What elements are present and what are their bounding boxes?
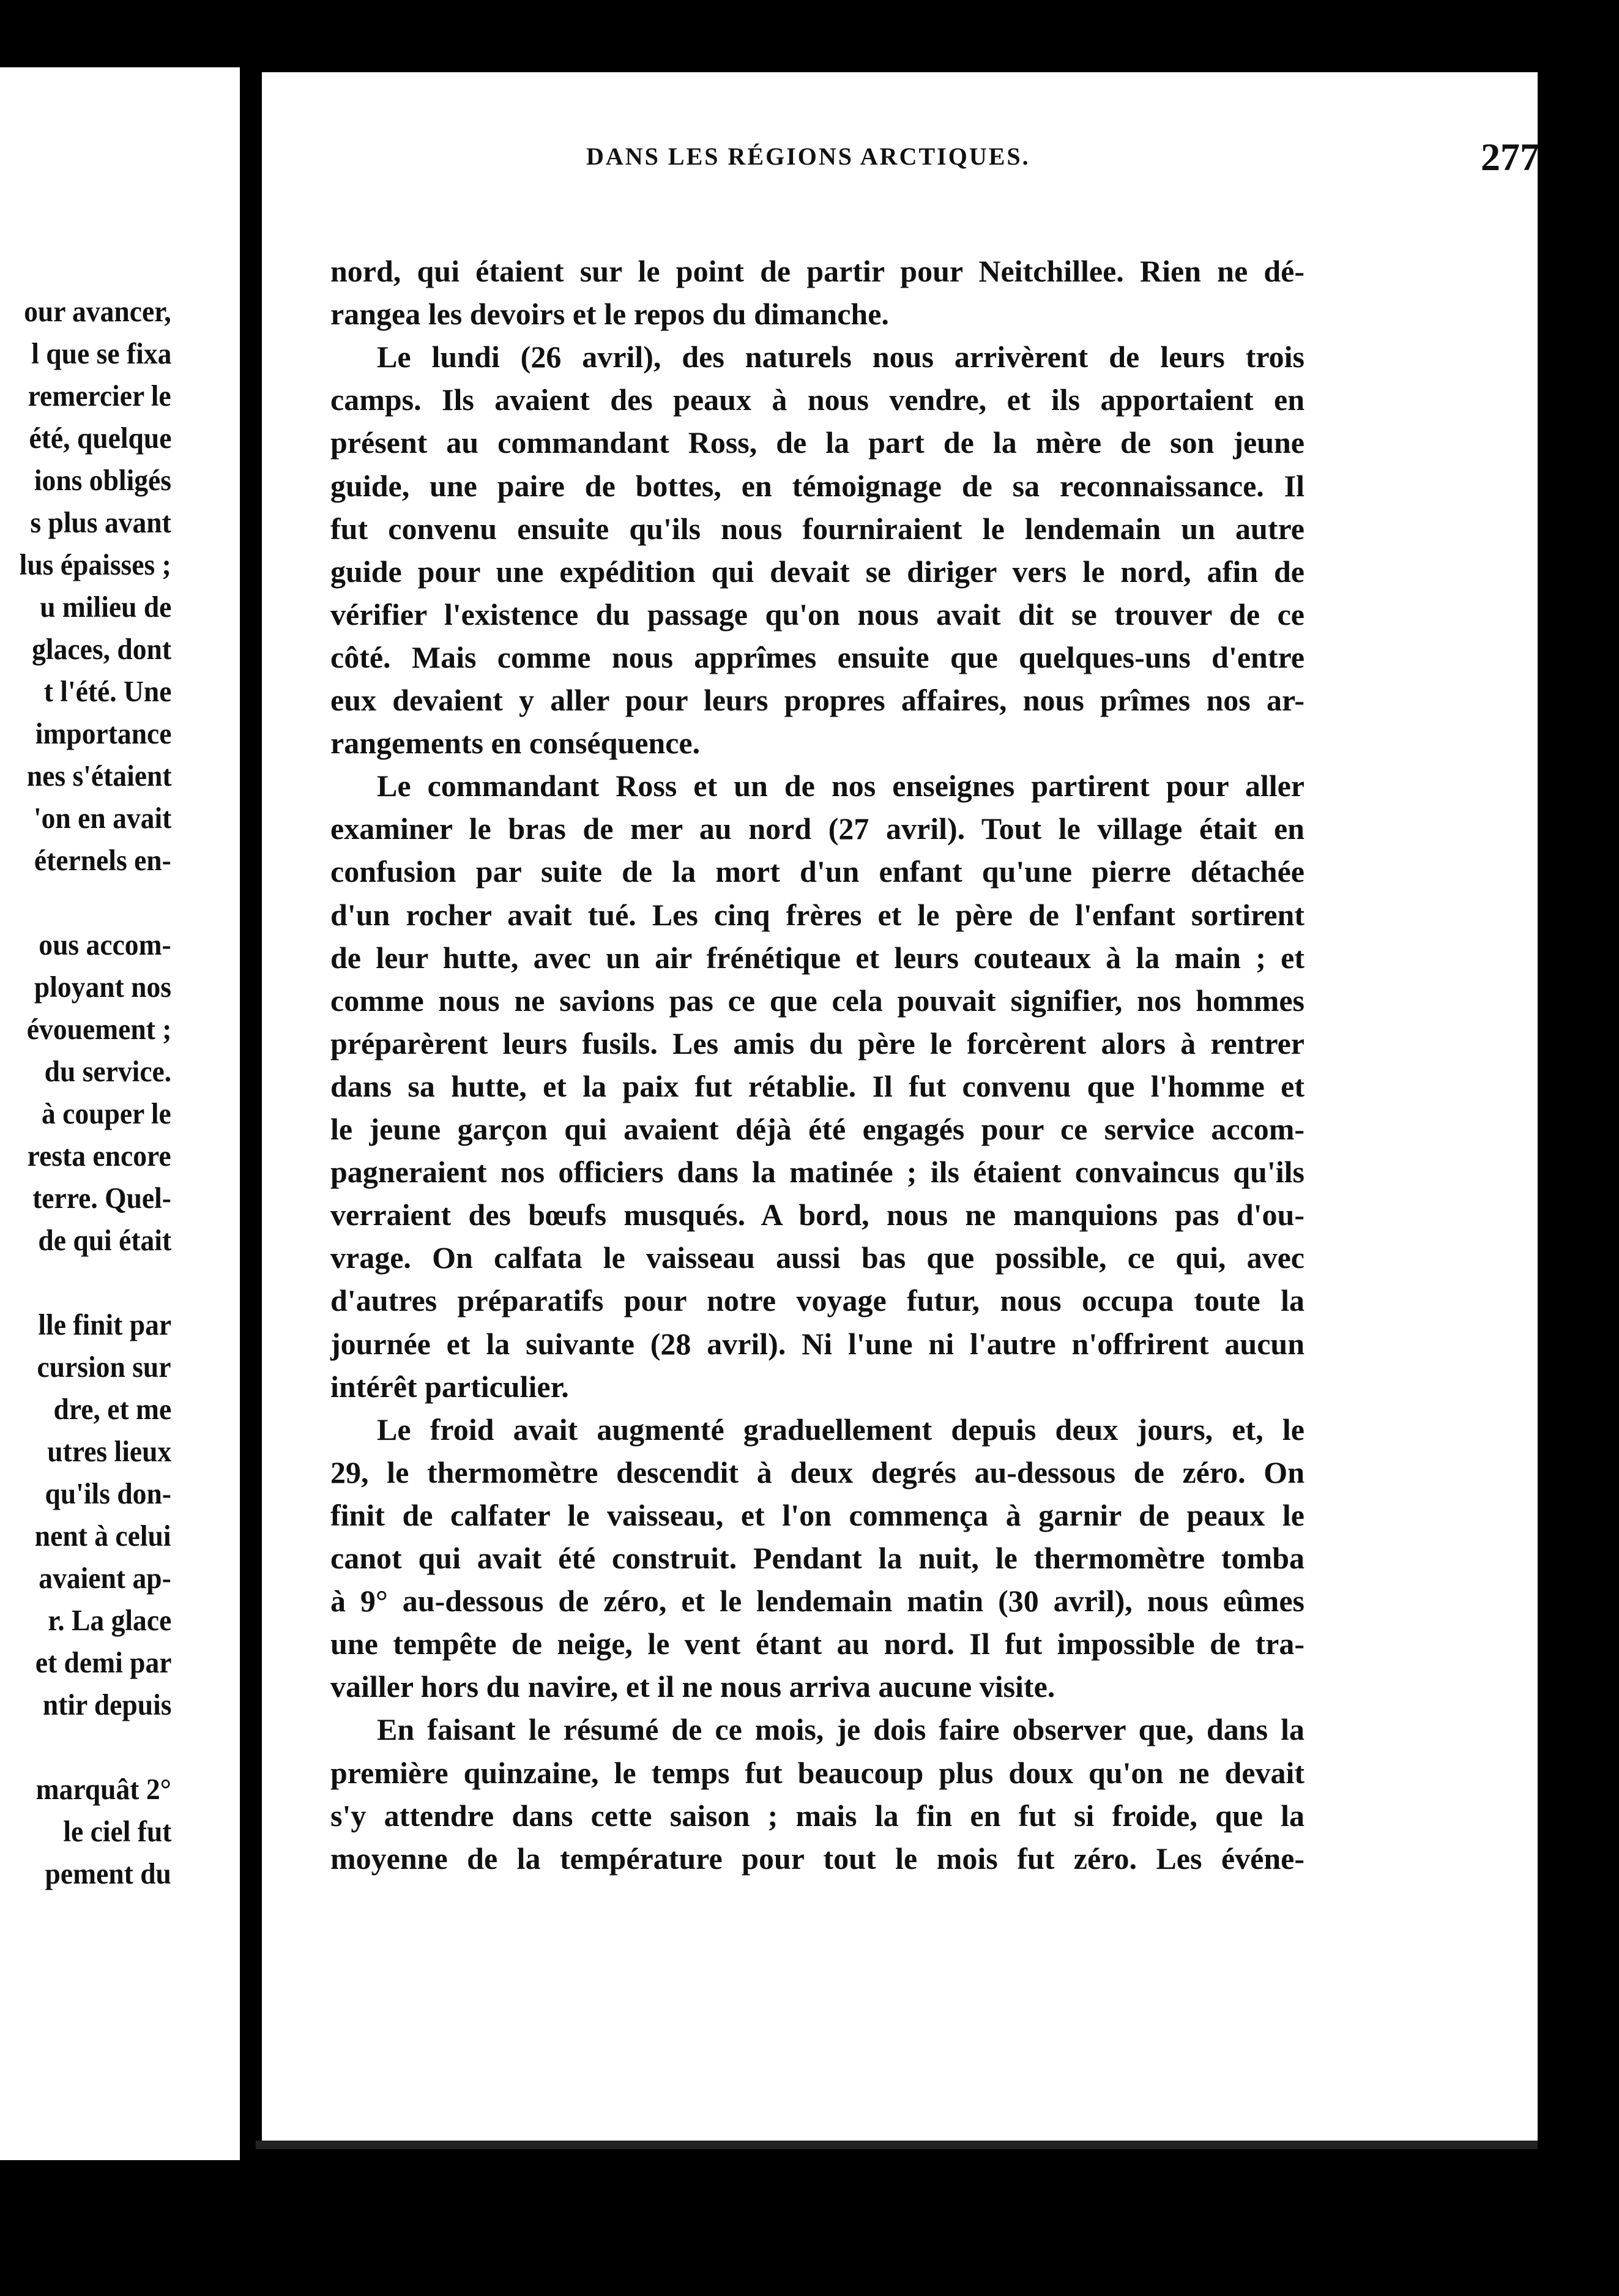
text-line: Le lundi (26 avril), des naturels nous arrivèrent de leurs trois xyxy=(377,340,1305,375)
left-page-line: ions obligés xyxy=(34,463,171,497)
running-head: DANS LES RÉGIONS ARCTIQUES. xyxy=(586,143,1030,170)
left-page-line: remercier le xyxy=(28,379,171,412)
text-line: vrage. On calfata le vaisseau aussi bas que possible, ce qui, avec xyxy=(330,1240,1305,1275)
text-line: préparèrent leurs fusils. Les amis du père le forcèrent alors à rentrer xyxy=(330,1026,1305,1060)
text-line: eux devaient y aller pour leurs propres affaires, nous prîmes nos ar- xyxy=(330,683,1305,717)
left-page-line: nent à celui xyxy=(35,1519,171,1552)
left-page-line: de qui était xyxy=(38,1223,171,1257)
page-header xyxy=(330,135,1539,185)
left-page-line: t l'été. Une xyxy=(43,674,171,708)
left-page-line: été, quelque xyxy=(29,421,171,455)
left-page-line: resta encore xyxy=(28,1139,171,1172)
left-page-line: pement du xyxy=(45,1857,171,1890)
left-page-line: le ciel fut xyxy=(62,1814,171,1848)
left-page-line: cursion sur xyxy=(37,1350,171,1384)
text-line: En faisant le résumé de ce mois, je dois faire observer que, dans la xyxy=(377,1712,1305,1747)
text-line: fut convenu ensuite qu'ils nous fourniraient le lendemain un autre xyxy=(330,511,1305,546)
left-page-line: lle finit par xyxy=(38,1308,171,1341)
text-line: pagneraient nos officiers dans la matinée ; ils étaient convaincus qu'ils xyxy=(330,1155,1305,1190)
left-page-line: du service. xyxy=(44,1054,171,1088)
text-line: côté. Mais comme nous apprîmes ensuite que quelques-uns d'entre xyxy=(330,639,1305,674)
left-page-line: 'on en avait xyxy=(33,801,171,835)
left-page-line: lus épaisses ; xyxy=(19,548,171,581)
text-line: examiner le bras de mer au nord (27 avril). Tout le village était en xyxy=(330,811,1305,846)
text-line: première quinzaine, le temps fut beaucoup plus doux qu'on ne devait xyxy=(330,1755,1305,1790)
text-line: guide pour une expédition qui devait se diriger vers le nord, afin de xyxy=(330,554,1305,589)
text-line: à 9° au-dessous de zéro, et le lendemain matin (30 avril), nous eûmes xyxy=(330,1584,1305,1619)
text-line: guide, une paire de bottes, en témoignage de sa reconnaissance. Il xyxy=(330,468,1305,503)
left-page-line: nes s'étaient xyxy=(26,759,171,792)
left-page-line: éternels en- xyxy=(34,843,171,877)
text-line: moyenne de la température pour tout le mois fut zéro. Les événe- xyxy=(330,1841,1305,1876)
text-line: d'autres préparatifs pour notre voyage futur, nous occupa toute la xyxy=(330,1283,1305,1318)
text-line: de leur hutte, avec un air frénétique et leurs couteaux à la main ; et xyxy=(330,940,1305,975)
text-line: confusion par suite de la mort d'un enfant qu'une pierre détachée xyxy=(330,854,1305,889)
text-line: rangements en conséquence. xyxy=(330,726,701,761)
left-page-line: marquât 2° xyxy=(35,1772,171,1806)
left-page-line: dre, et me xyxy=(53,1392,171,1426)
text-line: journée et la suivante (28 avril). Ni l'une ni l'autre n'offrirent aucun xyxy=(330,1326,1305,1361)
left-page-fragment xyxy=(0,67,245,2160)
left-page-line: u milieu de xyxy=(39,590,171,624)
text-line: comme nous ne savions pas ce que cela pouvait signifier, nos hommes xyxy=(330,983,1305,1018)
text-line: nord, qui étaient sur le point de partir pour Neitchillee. Rien ne dé- xyxy=(330,254,1305,288)
text-line: Le froid avait augmenté graduellement depuis deux jours, et, le xyxy=(377,1412,1305,1447)
text-line: une tempête de neige, le vent étant au nord. Il fut impossible de tra- xyxy=(330,1627,1305,1661)
left-page-line: à couper le xyxy=(42,1097,171,1130)
book-gutter xyxy=(240,0,253,2296)
left-page-line: our avancer, xyxy=(24,294,171,328)
text-line: dans sa hutte, et la paix fut rétablie. Il fut convenu que l'homme et xyxy=(330,1068,1305,1103)
left-page-line: r. La glace xyxy=(47,1603,171,1637)
text-line: finit de calfater le vaisseau, et l'on commença à garnir de peaux le xyxy=(330,1497,1305,1532)
left-page-line: ntir depuis xyxy=(42,1688,171,1721)
text-line: présent au commandant Ross, de la part de la mère de son jeune xyxy=(330,425,1305,460)
text-line: verraient des bœufs musqués. A bord, nous ne manquions pas d'ou- xyxy=(330,1198,1305,1232)
left-page-line: évouement ; xyxy=(26,1012,171,1046)
left-page-line: ous accom- xyxy=(39,928,171,961)
text-line: camps. Ils avaient des peaux à nous vendre, et ils apportaient en xyxy=(330,382,1305,417)
left-page-line: et demi par xyxy=(35,1646,171,1679)
left-page-line: utres lieux xyxy=(47,1434,171,1468)
text-line: intérêt particulier. xyxy=(330,1369,569,1404)
text-line: vailler hors du navire, et il ne nous arriva aucune visite. xyxy=(330,1669,1055,1704)
text-line: s'y attendre dans cette saison ; mais la fin en fut si froide, que la xyxy=(330,1798,1305,1833)
text-line: Le commandant Ross et un de nos enseignes partirent pour aller xyxy=(377,769,1305,803)
left-page-line: ployant nos xyxy=(34,970,171,1004)
left-page-line: glaces, dont xyxy=(32,632,171,666)
page-number: 277 xyxy=(1481,135,1539,179)
left-page-line: importance xyxy=(35,717,171,750)
text-line: 29, le thermomètre descendit à deux degrés au-dessous de zéro. On xyxy=(330,1455,1305,1489)
left-page-line: s plus avant xyxy=(30,505,171,539)
text-line: le jeune garçon qui avaient déjà été engagés pour ce service accom- xyxy=(330,1112,1305,1146)
text-line: d'un rocher avait tué. Les cinq frères et le père de l'enfant sortirent xyxy=(330,897,1305,932)
text-line: canot qui avait été construit. Pendant la nuit, le thermomètre tomba xyxy=(330,1541,1305,1575)
left-page-line: terre. Quel- xyxy=(32,1181,171,1215)
page-bottom-edge xyxy=(256,2141,1538,2149)
left-page-line: l que se fixa xyxy=(31,337,171,370)
text-line: rangea les devoirs et le repos du dimanche. xyxy=(330,297,889,332)
left-page-line: avaient ap- xyxy=(39,1561,171,1595)
text-line: vérifier l'existence du passage qu'on nous avait dit se trouver de ce xyxy=(330,597,1305,632)
left-page-line: qu'ils don- xyxy=(45,1477,171,1510)
